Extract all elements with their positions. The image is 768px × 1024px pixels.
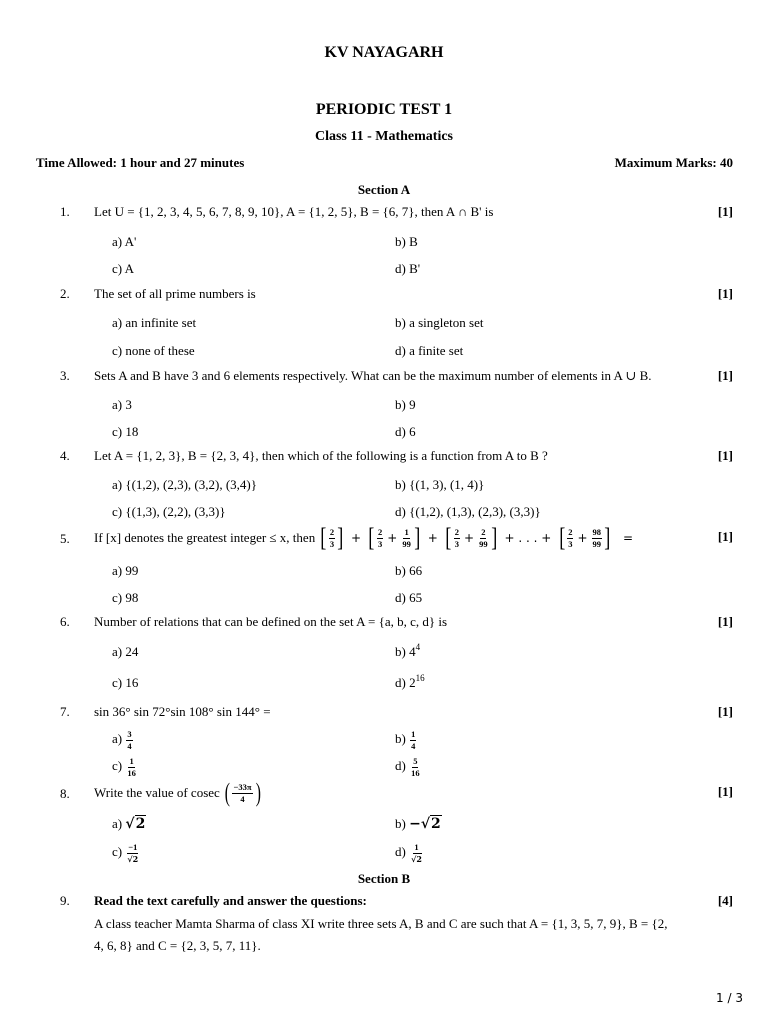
option-c[interactable]: c) $\frac{-1}{√2}$	[112, 842, 139, 864]
option-c[interactable]: c) 18	[112, 424, 139, 439]
class-subject: Class 11 - Mathematics	[314, 129, 454, 144]
option-a[interactable]: a) {(1,2), (2,3), (3,2), (3,4)}	[112, 477, 257, 492]
question-text: The set of all prime numbers is	[94, 286, 256, 301]
option-c[interactable]: c) A	[112, 261, 135, 276]
option-c[interactable]: c) $\frac{1}{16}$	[112, 756, 136, 778]
paragraph-line: 4, 6, 8} and C = {2, 3, 5, 7, 11}.	[94, 938, 261, 953]
question-number: 3.	[60, 368, 70, 383]
option-a[interactable]: a) $\frac{3}{4}$	[112, 729, 132, 751]
page-number: 1 / 3	[716, 991, 743, 1005]
option-a[interactable]: a) 3	[112, 397, 132, 412]
option-d[interactable]: d) $\frac{1}{√2}$	[395, 842, 422, 864]
option-d[interactable]: d) B'	[395, 261, 421, 276]
option-b[interactable]: b) 9	[395, 397, 416, 412]
cosec-argument: ( $\frac{-33\pi}{4}$ )	[224, 778, 261, 807]
question-number: 1.	[60, 204, 70, 219]
question-number: 5.	[60, 531, 70, 546]
question-text: Let U = {1, 2, 3, 4, 5, 6, 7, 8, 9, 10}, A = {1, 2, 5}, B = {6, 7}, then A ∩ B' is	[94, 204, 494, 219]
option-c[interactable]: c) {(1,3), (2,2), (3,3)}	[112, 504, 226, 519]
fraction: $\frac{2}{3}$	[329, 527, 335, 549]
section-a-heading: Section A	[357, 182, 411, 197]
question-text-with-formula	[94, 518, 636, 558]
question-text: Read the text carefully and answer the questions:	[94, 893, 367, 908]
floor-sum-formula: [ $\frac{2}{3}$ ] + [ $\frac{2}{3}$ + $\frac{1}{99}$ ] + [ $\frac{2}{3}$ + $\frac{2}{99}$ ] + . . . + [ $\frac{2}{3}$ + $\frac{98}{99}$ ] =	[320, 523, 634, 552]
option-d[interactable]: d) 65	[395, 590, 423, 605]
paragraph-line: A class teacher Mamta Sharma of class XI write three sets A, B and C are such that A = {1, 3, 5, 7, 9}, B = {2,	[94, 916, 668, 931]
option-d[interactable]: d) $2^{16}$	[395, 673, 425, 690]
option-b[interactable]: b) 66	[395, 563, 423, 578]
option-b[interactable]: b) a singleton set	[395, 315, 484, 330]
question-number: 7.	[60, 704, 70, 719]
question-text: Let A = {1, 2, 3}, B = {2, 3, 4}, then which of the following is a function from A to B ?	[94, 448, 548, 463]
question-text-with-formula	[94, 778, 262, 808]
question-marks: [1]	[717, 784, 733, 799]
question-marks: [1]	[717, 529, 733, 544]
question-number: 6.	[60, 614, 70, 629]
question-marks: [1]	[717, 704, 733, 719]
option-c[interactable]: c) 16	[112, 675, 139, 690]
question-text: Number of relations that can be defined on the set A = {a, b, c, d} is	[94, 614, 448, 629]
question-number: 2.	[60, 286, 70, 301]
question-number: 9.	[60, 893, 70, 908]
option-c[interactable]: c) none of these	[112, 343, 195, 358]
question-text: If [x] denotes the greatest integer ≤ x, then	[94, 530, 316, 545]
question-number: 8.	[60, 786, 70, 801]
option-d[interactable]: d) $\frac{5}{16}$	[395, 756, 420, 778]
question-marks: [4]	[717, 893, 733, 908]
option-b[interactable]: b) $\frac{1}{4}$	[395, 729, 416, 751]
question-number: 4.	[60, 448, 70, 463]
option-a[interactable]: a) A'	[112, 234, 137, 249]
question-marks: [1]	[717, 448, 733, 463]
option-b[interactable]: b) $4^4$	[395, 642, 421, 659]
option-b[interactable]: b) {(1, 3), (1, 4)}	[395, 477, 485, 492]
question-marks: [1]	[717, 614, 733, 629]
question-marks: [1]	[717, 368, 733, 383]
option-a[interactable]: a) an infinite set	[112, 315, 197, 330]
option-b[interactable]: b) B	[395, 234, 418, 249]
option-a[interactable]: a) √2	[112, 816, 146, 832]
option-d[interactable]: d) a finite set	[395, 343, 464, 358]
school-name: KV NAYAGARH	[324, 44, 444, 61]
option-d[interactable]: d) {(1,2), (1,3), (2,3), (3,3)}	[395, 504, 541, 519]
option-a[interactable]: a) 99	[112, 563, 139, 578]
question-marks: [1]	[717, 286, 733, 301]
time-allowed: Time Allowed: 1 hour and 27 minutes	[36, 155, 245, 170]
question-marks: [1]	[717, 204, 733, 219]
question-text: Write the value of cosec	[94, 785, 220, 800]
maximum-marks: Maximum Marks: 40	[614, 155, 733, 170]
section-b-heading: Section B	[357, 871, 411, 886]
question-text: sin 36° sin 72°sin 108° sin 144° =	[94, 704, 271, 719]
option-c[interactable]: c) 98	[112, 590, 139, 605]
test-title: PERIODIC TEST 1	[315, 101, 453, 118]
option-b[interactable]: b) −√2	[395, 816, 441, 832]
option-a[interactable]: a) 24	[112, 644, 139, 659]
question-text: Sets A and B have 3 and 6 elements respectively. What can be the maximum number of elements in A ∪ B.	[94, 368, 652, 383]
option-d[interactable]: d) 6	[395, 424, 416, 439]
